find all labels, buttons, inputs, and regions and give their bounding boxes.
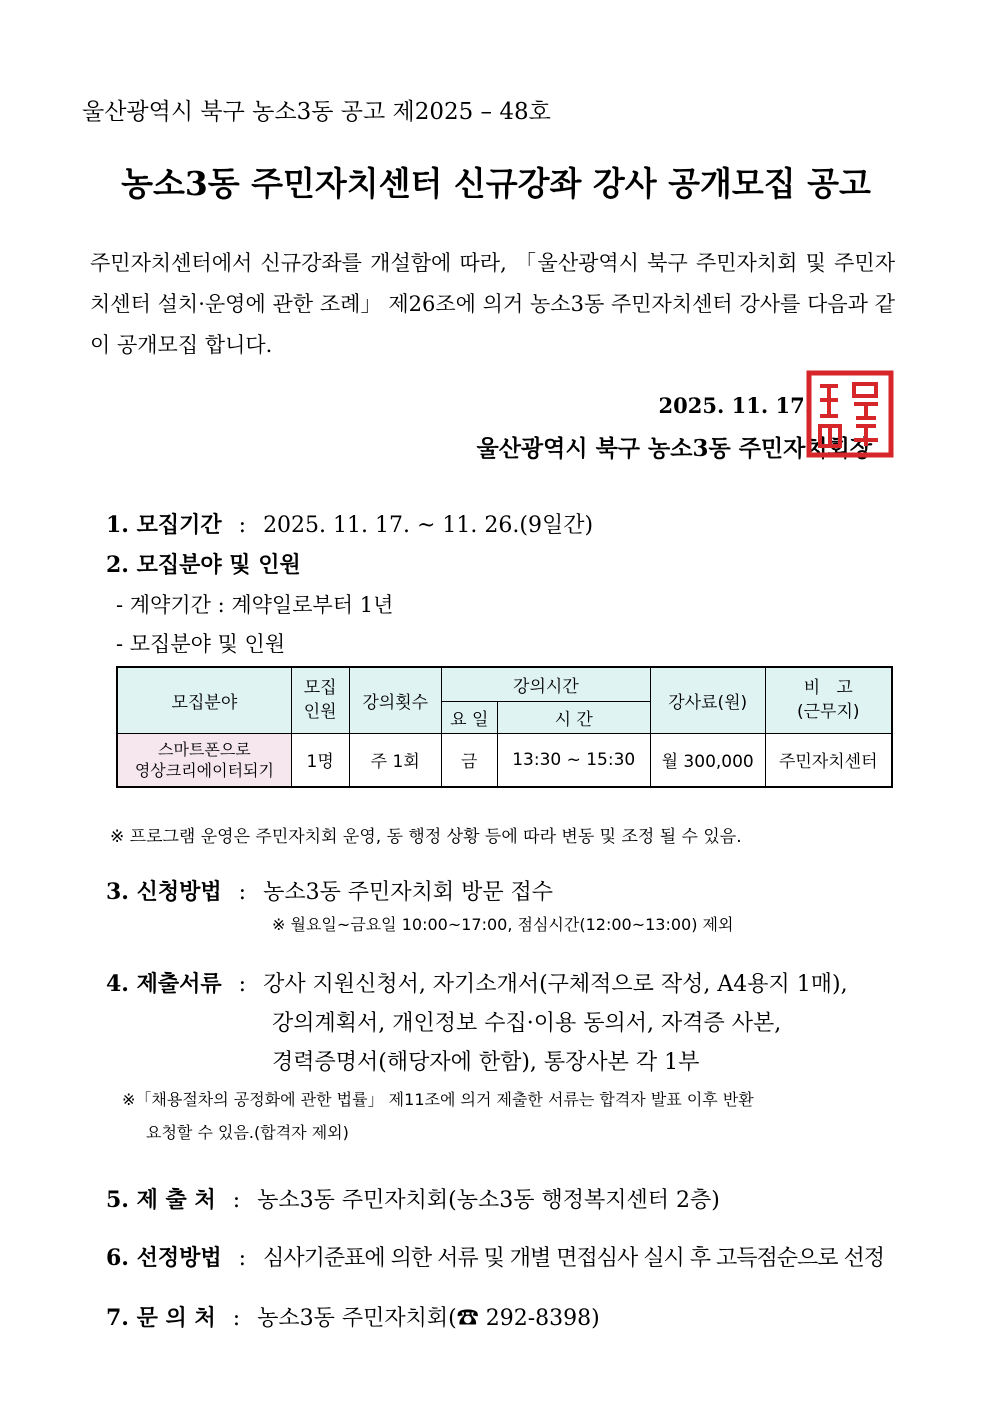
cell-count: 1명 (291, 733, 349, 787)
section-5-sep: : (232, 1188, 241, 1213)
page-title: 농소3동 주민자치센터 신규강좌 강사 공개모집 공고 (121, 164, 871, 203)
field-heading: - 모집분야 및 인원 (116, 632, 286, 656)
th-field: 모집분야 (117, 667, 291, 733)
section-1 (106, 508, 593, 539)
cell-field-line2: 영상크리에이터되기 (134, 760, 274, 780)
cell-field (117, 733, 291, 787)
section-4-line3: 경력증명서(해당자에 한함), 통장사본 각 1부 (272, 1050, 700, 1075)
section-3-note: ※ 월요일~금요일 10:00~17:00, 점심시간(12:00~13:00) 제외 (272, 915, 734, 934)
th-count (291, 667, 349, 733)
cell-sessions: 주 1회 (349, 733, 441, 787)
cell-field-line1: 스마트폰으로 (158, 739, 251, 759)
section-2-label-text: 2. 모집분야 및 인원 (106, 552, 301, 578)
section-4-note-line2: 요청할 수 있음.(합격자 제외) (146, 1123, 349, 1142)
th-lecture-time: 강의시간 (441, 667, 650, 701)
section-7 (106, 1301, 600, 1332)
section-3 (106, 875, 553, 906)
th-fee: 강사료(원) (650, 667, 765, 733)
section-3-value: 농소3동 주민자치회 방문 접수 (263, 880, 554, 905)
section-1-value: 2025. 11. 17. ~ 11. 26.(9일간) (263, 513, 594, 538)
th-remark-line2: (근무지) (796, 702, 860, 723)
section-7-sep: : (232, 1306, 241, 1331)
section-1-sep: : (238, 513, 247, 538)
recruitment-table (116, 666, 893, 788)
th-remark-line1: 비 고 (803, 678, 853, 699)
cell-time: 13:30 ~ 15:30 (497, 733, 650, 787)
section-4-sep: : (238, 972, 247, 997)
section-2-label (106, 548, 301, 579)
signer-name: 울산광역시 북구 농소3동 주민자치회장 (476, 435, 872, 462)
section-6-sep: : (238, 1246, 247, 1271)
cell-remark: 주민자치센터 (765, 733, 892, 787)
notice-number: 울산광역시 북구 농소3동 공고 제2025 – 48호 (82, 99, 551, 125)
section-4-line1: 강사 지원신청서, 자기소개서(구체적으로 작성, A4용지 1매), (263, 972, 848, 997)
official-seal-icon (806, 370, 894, 458)
table-row (117, 733, 892, 787)
th-sessions: 강의횟수 (349, 667, 441, 733)
section-5 (106, 1183, 720, 1214)
section-3-sep: : (238, 880, 247, 905)
section-6-value: 심사기준표에 의한 서류 및 개별 면접심사 실시 후 고득점순으로 선정 (263, 1246, 885, 1271)
section-5-value: 농소3동 주민자치회(농소3동 행정복지센터 2층) (257, 1188, 720, 1213)
section-5-label: 5. 제 출 처 (106, 1187, 216, 1213)
notice-date: 2025. 11. 17. (658, 393, 812, 418)
th-remark (765, 667, 892, 733)
section-7-value: 농소3동 주민자치회(☎ 292-8398) (257, 1306, 600, 1331)
th-day: 요 일 (441, 701, 497, 733)
section-7-label: 7. 문 의 처 (106, 1305, 216, 1331)
table-footnote: ※ 프로그램 운영은 주민자치회 운영, 동 행정 상황 등에 따라 변동 및 조정 될 수 있음. (110, 827, 742, 847)
section-3-label: 3. 신청방법 (106, 879, 222, 905)
cell-day: 금 (441, 733, 497, 787)
section-6-label: 6. 선정방법 (106, 1245, 222, 1271)
th-count-line2: 인원 (303, 702, 337, 723)
th-count-line1: 모집 (303, 678, 337, 699)
section-4-line2: 강의계획서, 개인정보 수집·이용 동의서, 자격증 사본, (272, 1011, 782, 1036)
th-time: 시 간 (497, 701, 650, 733)
contract-period: - 계약기간 : 계약일로부터 1년 (116, 593, 394, 617)
intro-paragraph: 주민자치센터에서 신규강좌를 개설함에 따라, 「울산광역시 북구 주민자치회 및 주민자치센터 설치·운영에 관한 조례」 제26조에 의거 농소3동 주민자치센터 강사를 다음과 같이 공개모집 합니다. (90, 251, 895, 357)
section-4-label: 4. 제출서류 (106, 971, 222, 997)
section-4 (106, 967, 848, 998)
cell-fee: 월 300,000 (650, 733, 765, 787)
section-6 (106, 1241, 884, 1272)
section-4-note-line1: ※「채용절차의 공정화에 관한 법률」 제11조에 의거 제출한 서류는 합격자 발표 이후 반환 (122, 1090, 754, 1109)
section-1-label: 1. 모집기간 (106, 512, 222, 538)
